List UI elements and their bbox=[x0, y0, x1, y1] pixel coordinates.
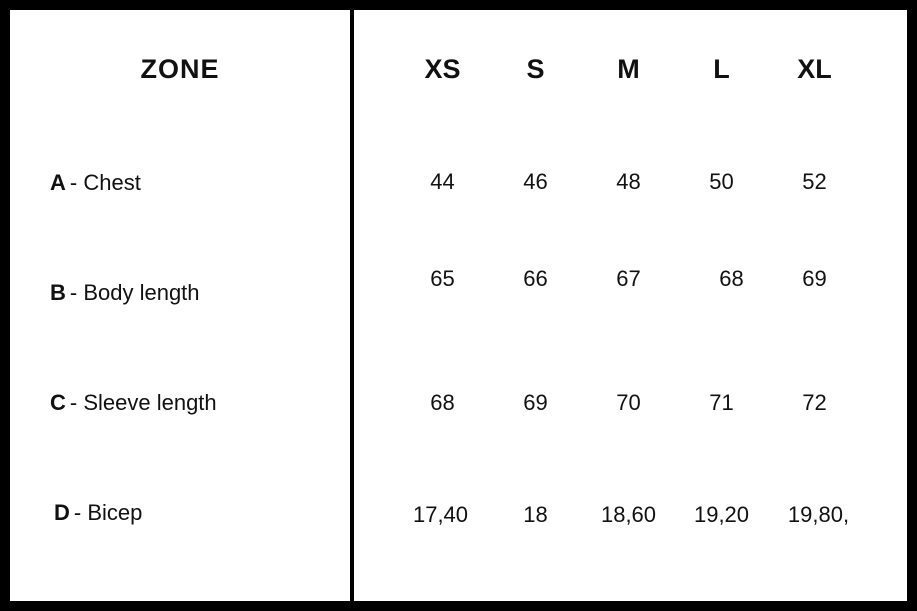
table-row bbox=[10, 238, 350, 348]
measurement-cell: 68 bbox=[719, 266, 744, 291]
table-row bbox=[10, 128, 350, 238]
zone-label: - Body length bbox=[69, 280, 200, 305]
size-header-xl: XL bbox=[797, 53, 832, 84]
measurement-cell: 72 bbox=[802, 390, 827, 415]
measurement-cell: 71 bbox=[709, 390, 734, 415]
zone-letter: A bbox=[50, 170, 66, 195]
table-row bbox=[354, 458, 907, 568]
measurement-cell: 69 bbox=[523, 390, 548, 415]
zone-row-list bbox=[10, 128, 350, 601]
zone-label: - Bicep bbox=[73, 500, 143, 525]
size-chart-table bbox=[10, 10, 907, 601]
measurement-row-list bbox=[354, 128, 907, 601]
zone-column bbox=[10, 10, 354, 601]
measurement-cell: 44 bbox=[430, 169, 455, 194]
measurements-column bbox=[354, 10, 907, 601]
measurement-cell: 65 bbox=[430, 266, 455, 291]
table-row bbox=[354, 128, 907, 238]
measurement-cell: 66 bbox=[523, 266, 548, 291]
zone-header-cell bbox=[10, 10, 350, 128]
measurement-cell: 67 bbox=[616, 266, 641, 291]
measurement-cell: 19,20 bbox=[693, 502, 750, 527]
measurement-cell: 18 bbox=[523, 502, 548, 527]
zone-label: - Sleeve length bbox=[69, 390, 217, 415]
measurement-cell: 48 bbox=[616, 169, 641, 194]
measurement-cell: 50 bbox=[709, 169, 734, 194]
measurement-cell: 17,40 bbox=[412, 502, 469, 527]
measurement-cell: 69 bbox=[802, 266, 827, 291]
size-header-xs: XS bbox=[424, 53, 461, 84]
zone-header-label: ZONE bbox=[140, 53, 220, 84]
measurement-cell: 70 bbox=[616, 390, 641, 415]
measurement-cell: 52 bbox=[802, 169, 827, 194]
measurement-cell: 18,60 bbox=[600, 502, 657, 527]
zone-letter: B bbox=[50, 280, 66, 305]
size-header-row bbox=[354, 10, 907, 128]
zone-letter: C bbox=[50, 390, 66, 415]
table-row bbox=[10, 458, 350, 568]
size-header-m: M bbox=[617, 53, 640, 84]
size-header-s: S bbox=[526, 53, 545, 84]
table-row bbox=[354, 348, 907, 458]
measurement-cell: 46 bbox=[523, 169, 548, 194]
table-row bbox=[354, 238, 907, 348]
table-row bbox=[10, 348, 350, 458]
size-header-l: L bbox=[713, 53, 730, 84]
measurement-cell: 68 bbox=[430, 390, 455, 415]
zone-label: - Chest bbox=[69, 170, 141, 195]
measurement-cell: 19,80, bbox=[787, 502, 850, 527]
zone-letter: D bbox=[54, 500, 70, 525]
